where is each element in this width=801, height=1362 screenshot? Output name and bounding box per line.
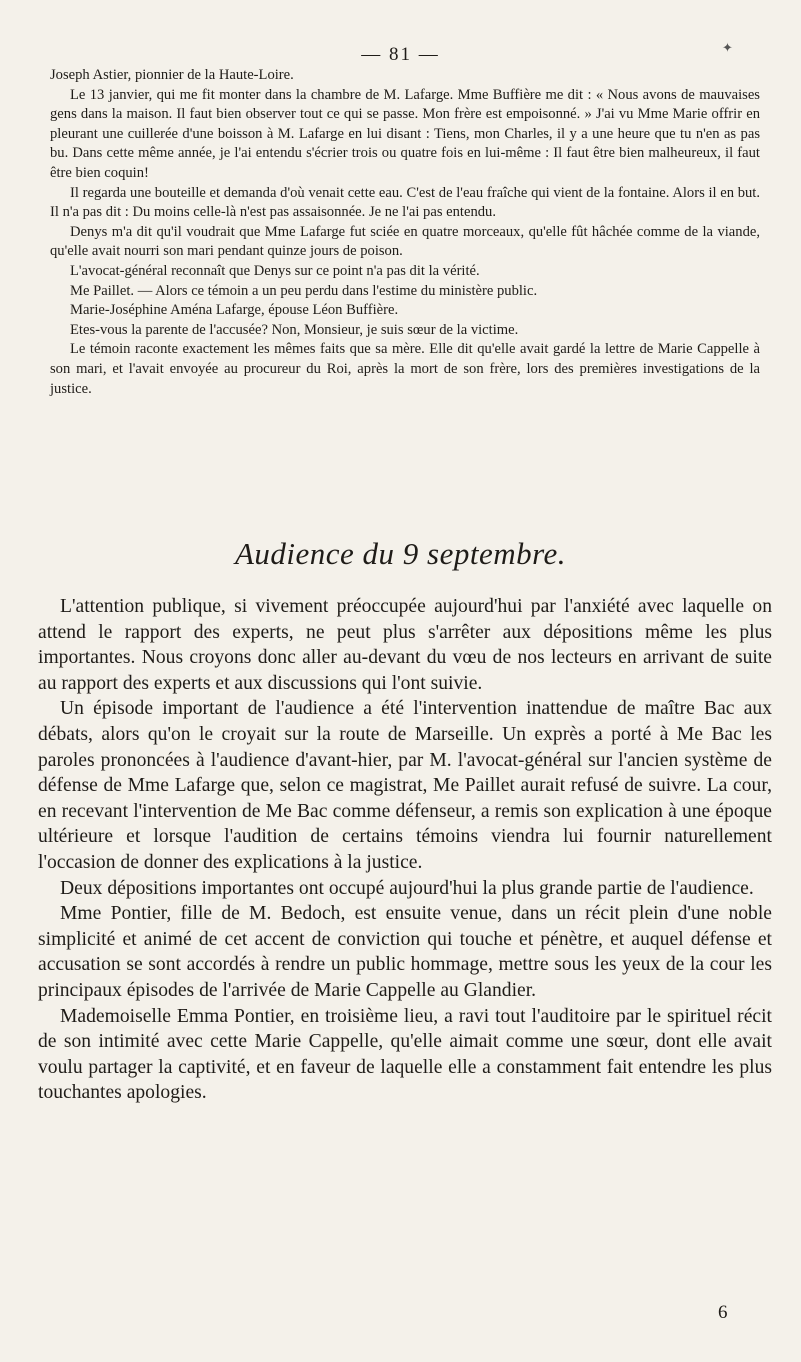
testimony-paragraph: Me Paillet. — Alors ce témoin a un peu perdu dans l'estime du ministère public. bbox=[70, 282, 538, 299]
body-paragraph: Mademoiselle Emma Pontier, en troisième lieu, a ravi tout l'auditoire par le spirituel récit de son intimité avec cette Marie Cappelle, qu'elle aimait comme une sœur, dont elle avait voulu partager la captivité, et en faveur de laquelle elle a constamment fait entendre les plus touchantes apologies. bbox=[38, 1005, 772, 1104]
testimony-paragraph: Le témoin raconte exactement les mêmes faits que sa mère. Elle dit qu'elle avait gardé la lettre de Marie Cappelle à son mari, et l'avait envoyée au procureur du Roi, après la mort de son frère, lors des premières investigations de la justice. bbox=[50, 341, 760, 397]
testimony-paragraph: Denys m'a dit qu'il voudrait que Mme Lafarge fut sciée en quatre morceaux, qu'elle fût hâchée comme de la viande, qu'elle avait nourri son mari pendant quinze jours de poison. bbox=[50, 223, 760, 260]
testimony-paragraph: Le 13 janvier, qui me fit monter dans la chambre de M. Lafarge. Mme Buffière me dit : « Nous avons de mauvaises gens dans la maison. Il faut bien observer tout ce qui se passe. Mon frère est empoisonné. » J'ai vu Mme Marie offrir en pleurant une cuillerée d'une boisson à M. Lafarge en lui disant : Tiens, mon Charles, il y a une heure que tu n'en as pas bu. Dans cette même année, je l'ai entendu s'écrier trois ou quatre fois en lui-même : Il faut être bien malheureux, il faut être bien coquin! bbox=[50, 86, 760, 181]
ornament-mark: ✦ bbox=[722, 40, 733, 55]
testimony-paragraph: Etes-vous la parente de l'accusée? Non, Monsieur, je suis sœur de la victime. bbox=[70, 321, 519, 338]
body-paragraph: Un épisode important de l'audience a été l'intervention inattendue de maître Bac aux débats, alors qu'on le croyait sur la route de Marseille. Un exprès a porté à Me Bac les paroles prononcées à l'audience d'avant-hier, par M. l'avocat-général sur l'ancien système de défense de Mme Lafarge que, selon ce magistrat, Me Paillet aurait refusé de suivre. La cour, en recevant l'intervention de Me Bac comme défenseur, a remis son explication à une époque ultérieure et lorsque l'audition de certains témoins viendra lui fournir naturellement l'occasion de donner des explications à la justice. bbox=[38, 698, 772, 873]
body-paragraph: L'attention publique, si vivement préoccupée aujourd'hui par l'anxiété avec laquelle on attend le rapport des experts, ne peut plus s'arrêter aux dépositions même les plus importantes. Nous croyons donc aller au-devant du vœu de nos lecteurs en arrivant de suite au rapport des experts et aux discussions qui l'ont suivie. bbox=[38, 596, 772, 694]
testimony-paragraph: Joseph Astier, pionnier de la Haute-Loire. bbox=[50, 67, 294, 83]
testimony-paragraph: Marie-Joséphine Aména Lafarge, épouse Léon Buffière. bbox=[70, 302, 399, 319]
testimony-paragraph: L'avocat-général reconnaît que Denys sur ce point n'a pas dit la vérité. bbox=[70, 262, 480, 279]
testimony-paragraph: Il regarda une bouteille et demanda d'où venait cette eau. C'est de l'eau fraîche qui vient de la fontaine. Alors il en but. Il n'a pas dit : Du moins celle-là n'est pas assaisonnée. Je ne l'ai pas entendu. bbox=[50, 184, 760, 221]
folio: — 81 — bbox=[361, 44, 440, 65]
section-body bbox=[38, 594, 772, 1106]
testimony-block bbox=[50, 66, 760, 399]
body-paragraph: Deux dépositions importantes ont occupé aujourd'hui la plus grande partie de l'audience. bbox=[60, 877, 754, 899]
section-heading: Audience du 9 septembre. bbox=[234, 536, 567, 571]
page-number: 6 bbox=[718, 1302, 728, 1323]
body-paragraph: Mme Pontier, fille de M. Bedoch, est ensuite venue, dans un récit plein d'une noble simplicité et animé de cet accent de conviction qui touche et pénètre, et auquel défense et accusation se sont accordés à rendre un public hommage, mettre sous les yeux de la cour les principaux épisodes de l'arrivée de Marie Cappelle au Glandier. bbox=[38, 903, 772, 1001]
